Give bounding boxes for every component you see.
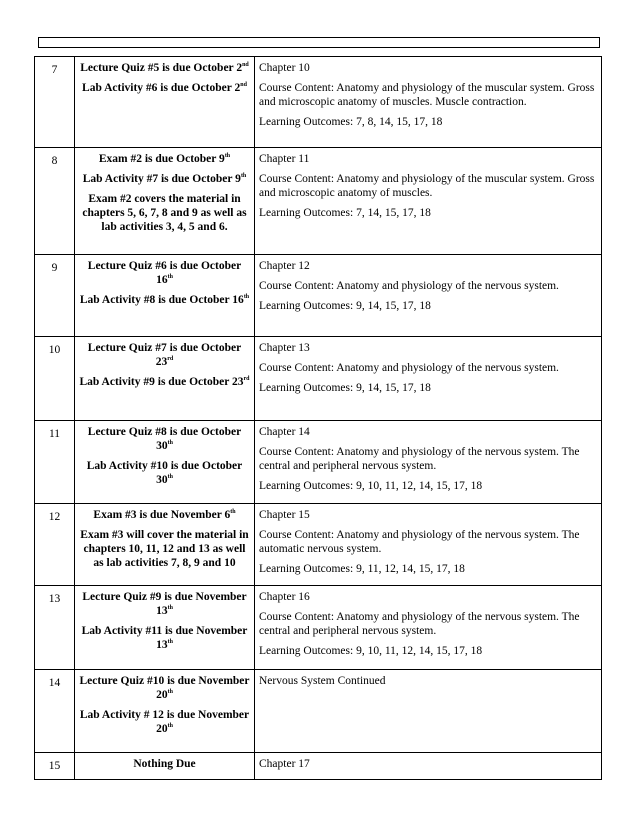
due-item-text: Lab Activity #7 is due October 9: [82, 173, 241, 185]
week-number: 12: [35, 504, 75, 586]
due-item-text: Lab Activity # 12 is due November 20: [79, 709, 250, 735]
ordinal-suffix: th: [167, 723, 173, 729]
chapter-title: Chapter 11: [259, 153, 310, 165]
due-item: [79, 708, 250, 736]
schedule-row: [35, 421, 602, 504]
ordinal-suffix: nd: [242, 62, 249, 68]
ordinal-suffix: th: [224, 153, 231, 159]
ordinal-suffix: th: [167, 274, 173, 280]
chapter-title: Nervous System Continued: [259, 675, 386, 687]
schedule-row: [35, 670, 602, 753]
due-item: [79, 459, 250, 487]
course-content-cell: [255, 337, 602, 421]
schedule-row: [35, 753, 602, 780]
due-items-cell: [75, 586, 255, 670]
due-item: [79, 259, 250, 287]
ordinal-suffix: th: [230, 509, 236, 515]
week-number: 10: [35, 337, 75, 421]
due-item: [79, 425, 250, 453]
due-item-text: Lecture Quiz #7 is due October 23: [87, 342, 242, 368]
ordinal-suffix: th: [167, 689, 173, 695]
due-item-text: Exam #3 is due November 6: [93, 509, 231, 521]
due-item: [79, 590, 250, 618]
due-item: [79, 61, 250, 75]
due-item-text: Lecture Quiz #8 is due October 30: [87, 426, 242, 452]
schedule-row: [35, 337, 602, 421]
content-paragraph: Learning Outcomes: 9, 11, 12, 14, 15, 17, 18: [259, 563, 465, 575]
ordinal-suffix: th: [243, 294, 250, 300]
chapter-title: Chapter 16: [259, 591, 310, 603]
course-content-cell: [255, 586, 602, 670]
content-paragraph: Course Content: Anatomy and physiology of the nervous system. The central and peripheral nervous system.: [259, 446, 580, 472]
due-item-text: Lab Activity #10 is due October 30: [86, 460, 243, 486]
due-items-cell: [75, 753, 255, 780]
chapter-title: Chapter 17: [259, 758, 310, 770]
due-item: [79, 81, 250, 95]
content-paragraph: Course Content: Anatomy and physiology of the nervous system. The central and peripheral nervous system.: [259, 611, 580, 637]
chapter-title: Chapter 10: [259, 62, 310, 74]
content-paragraph: Course Content: Anatomy and physiology of the nervous system.: [259, 362, 559, 374]
due-item-text: Lab Activity #6 is due October 2: [82, 82, 241, 94]
due-item-text: Lab Activity #8 is due October 16: [79, 294, 244, 306]
week-number: 15: [35, 753, 75, 780]
due-item: [79, 674, 250, 702]
week-number: 8: [35, 148, 75, 255]
schedule-row: [35, 148, 602, 255]
content-paragraph: Learning Outcomes: 7, 8, 14, 15, 17, 18: [259, 116, 443, 128]
week-number: 7: [35, 57, 75, 148]
due-items-cell: [75, 148, 255, 255]
schedule-row: [35, 255, 602, 337]
course-content-cell: [255, 57, 602, 148]
due-items-cell: [75, 337, 255, 421]
due-items-cell: [75, 504, 255, 586]
week-number: 9: [35, 255, 75, 337]
ordinal-suffix: th: [167, 474, 173, 480]
due-item-text: Exam #2 covers the material in chapters 5, 6, 7, 8 and 9 as well as lab activities 3, 4, 5 and 6.: [82, 193, 247, 233]
due-items-cell: [75, 57, 255, 148]
due-items-cell: [75, 670, 255, 753]
content-paragraph: Learning Outcomes: 9, 14, 15, 17, 18: [259, 300, 431, 312]
course-content-cell: [255, 255, 602, 337]
content-paragraph: Learning Outcomes: 7, 14, 15, 17, 18: [259, 207, 431, 219]
due-items-cell: [75, 421, 255, 504]
chapter-title: Chapter 13: [259, 342, 310, 354]
due-item-text: Exam #2 is due October 9: [98, 153, 225, 165]
due-item-text: Lab Activity #9 is due October 23: [79, 376, 244, 388]
header-bar: [38, 37, 600, 48]
schedule-row: [35, 57, 602, 148]
due-item: [79, 172, 250, 186]
course-schedule-table: [34, 56, 602, 780]
chapter-title: Chapter 14: [259, 426, 310, 438]
content-paragraph: Course Content: Anatomy and physiology of the muscular system. Gross and microscopic anatomy of muscles.: [259, 173, 595, 199]
content-paragraph: Course Content: Anatomy and physiology of the muscular system. Gross and microscopic anatomy of muscles. Muscle contraction.: [259, 82, 595, 108]
due-item: [79, 192, 250, 234]
due-item: [79, 757, 250, 771]
content-paragraph: Learning Outcomes: 9, 14, 15, 17, 18: [259, 382, 431, 394]
content-paragraph: Learning Outcomes: 9, 10, 11, 12, 14, 15, 17, 18: [259, 480, 483, 492]
due-item-text: Exam #3 will cover the material in chapters 10, 11, 12 and 13 as well as lab activities 7, 8, 9 and 10: [80, 529, 249, 569]
due-item: [79, 528, 250, 570]
ordinal-suffix: th: [167, 605, 173, 611]
course-content-cell: [255, 670, 602, 753]
content-paragraph: Course Content: Anatomy and physiology of the nervous system. The automatic nervous system.: [259, 529, 580, 555]
ordinal-suffix: rd: [167, 356, 174, 362]
course-content-cell: [255, 421, 602, 504]
due-item: [79, 152, 250, 166]
due-item: [79, 293, 250, 307]
due-items-cell: [75, 255, 255, 337]
due-item-text: Lecture Quiz #6 is due October 16: [87, 260, 242, 286]
due-item-text: Lab Activity #11 is due November 13: [81, 625, 248, 651]
ordinal-suffix: nd: [240, 82, 247, 88]
chapter-title: Chapter 12: [259, 260, 310, 272]
week-number: 11: [35, 421, 75, 504]
course-content-cell: [255, 504, 602, 586]
due-item: [79, 624, 250, 652]
due-item-text: Nothing Due: [133, 758, 196, 770]
schedule-row: [35, 586, 602, 670]
course-content-cell: [255, 148, 602, 255]
ordinal-suffix: rd: [243, 376, 250, 382]
chapter-title: Chapter 15: [259, 509, 310, 521]
ordinal-suffix: th: [240, 173, 247, 179]
due-item: [79, 508, 250, 522]
due-item: [79, 375, 250, 389]
due-item-text: Lecture Quiz #10 is due November 20: [79, 675, 250, 701]
due-item-text: Lecture Quiz #9 is due November 13: [82, 591, 247, 617]
content-paragraph: Course Content: Anatomy and physiology of the nervous system.: [259, 280, 559, 292]
due-item-text: Lecture Quiz #5 is due October 2: [80, 62, 243, 74]
course-content-cell: [255, 753, 602, 780]
ordinal-suffix: th: [167, 440, 173, 446]
ordinal-suffix: th: [167, 639, 173, 645]
week-number: 13: [35, 586, 75, 670]
schedule-row: [35, 504, 602, 586]
content-paragraph: Learning Outcomes: 9, 10, 11, 12, 14, 15, 17, 18: [259, 645, 483, 657]
due-item: [79, 341, 250, 369]
week-number: 14: [35, 670, 75, 753]
